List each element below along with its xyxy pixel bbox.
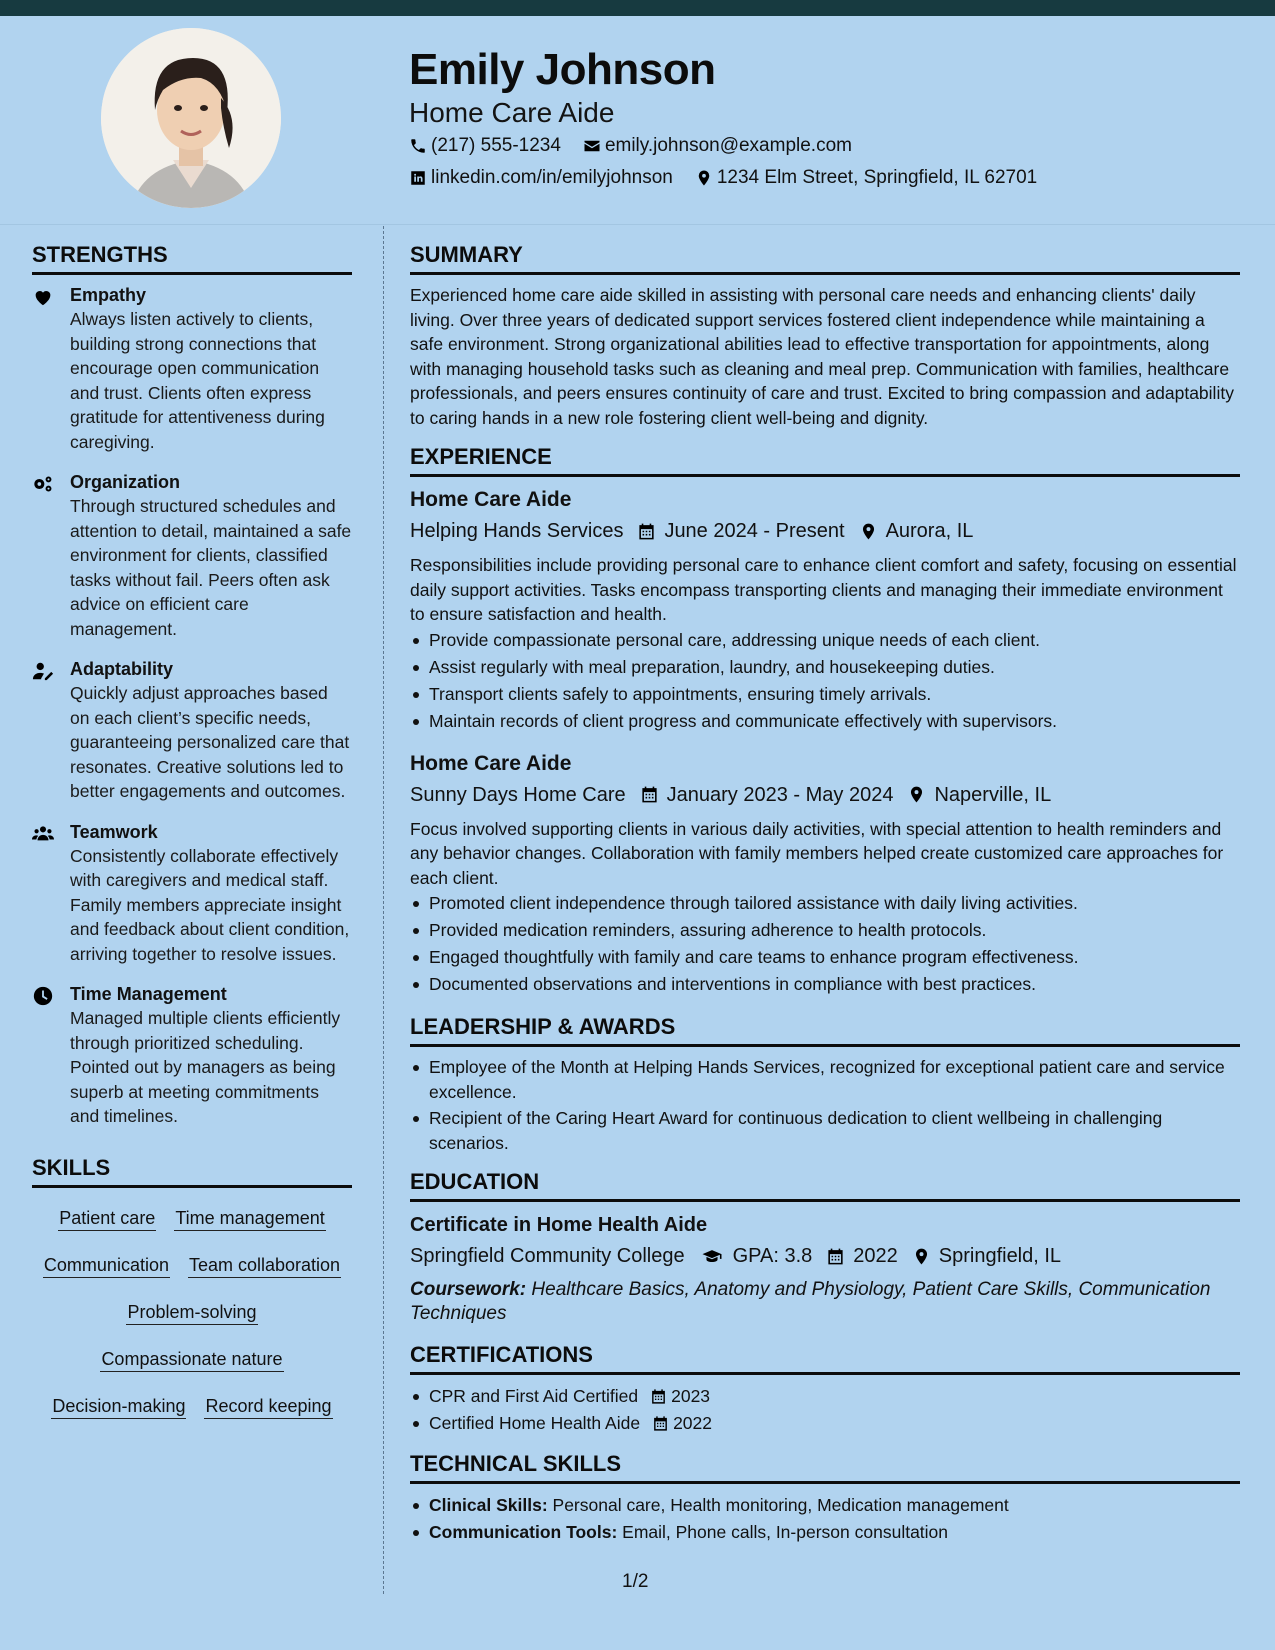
column-divider xyxy=(383,226,384,1594)
profile-photo xyxy=(101,28,281,208)
list-item: Provided medication reminders, assuring adherence to health protocols. xyxy=(410,917,1240,944)
awards-title: LEADERSHIP & AWARDS xyxy=(410,1012,1240,1047)
linkedin-icon xyxy=(409,169,427,187)
list-item: Engaged thoughtfully with family and care teams to enhance program effectiveness. xyxy=(410,944,1240,971)
skill-tag: Patient care xyxy=(58,1206,156,1231)
heart-icon xyxy=(32,286,54,308)
resume-header xyxy=(409,42,1249,194)
phone: (217) 555-1234 xyxy=(409,130,561,162)
job-entry xyxy=(410,485,1240,735)
strength-time-management: Time Management Managed multiple clients efficiently through prioritized scheduling. Pointed out by managers as being superb at meeting commitments and timelines. xyxy=(32,982,352,1129)
summary-title: SUMMARY xyxy=(410,240,1240,275)
calendar-icon xyxy=(652,1415,669,1432)
skill-tag: Time management xyxy=(174,1206,325,1231)
strengths-title: STRENGTHS xyxy=(32,240,352,275)
top-bar xyxy=(0,0,1275,16)
list-item: CPR and First Aid Certified 2023 xyxy=(410,1383,1240,1410)
candidate-role: Home Care Aide xyxy=(409,97,615,128)
location-pin-icon xyxy=(695,169,713,187)
job-description: Responsibilities include providing personal care to enhance client comfort and safety, focusing on essential daily support activities. Tasks encompass transporting clients and managing their immediate environment to ensure satisfaction and health. xyxy=(410,555,1237,624)
job-title: Home Care Aide xyxy=(410,751,572,775)
address: 1234 Elm Street, Springfield, IL 62701 xyxy=(695,162,1037,194)
job-title: Home Care Aide xyxy=(410,488,572,511)
education-section xyxy=(410,1167,1240,1326)
calendar-icon xyxy=(826,1247,845,1266)
skills-list xyxy=(32,1198,352,1433)
location-pin-icon xyxy=(859,522,878,541)
users-icon xyxy=(32,823,54,845)
strength-organization: Organization Through structured schedules and attention to detail, maintained a safe environment for clients, classified tasks without fail. Peers often ask advice on efficient care management. xyxy=(32,470,352,641)
location-pin-icon xyxy=(907,785,926,804)
technical-skills-section xyxy=(410,1449,1240,1546)
gears-icon xyxy=(32,473,54,495)
list-item: Transport clients safely to appointments, ensuring timely arrivals. xyxy=(410,681,1240,708)
technical-skills-list xyxy=(410,1492,1240,1546)
education-meta: Springfield Community College GPA: 3.8 2022 Springfield, IL xyxy=(410,1245,1062,1267)
skill-tag: Decision-making xyxy=(51,1394,186,1419)
envelope-icon xyxy=(583,137,601,155)
skill-tag: Compassionate nature xyxy=(100,1347,283,1372)
certifications-list xyxy=(410,1383,1240,1437)
candidate-name: Emily Johnson xyxy=(409,45,716,94)
education-title: EDUCATION xyxy=(410,1167,1240,1202)
awards-list xyxy=(410,1055,1240,1155)
job-entry xyxy=(410,749,1240,999)
technical-skills-title: TECHNICAL SKILLS xyxy=(410,1449,1240,1484)
phone-icon xyxy=(409,137,427,155)
calendar-icon xyxy=(640,785,659,804)
skills-title: SKILLS xyxy=(32,1153,352,1188)
skill-tag: Communication xyxy=(43,1253,170,1278)
list-item: Communication Tools: Email, Phone calls, In-person consultation xyxy=(410,1519,1240,1546)
skill-tag: Team collaboration xyxy=(188,1253,341,1278)
list-item: Clinical Skills: Personal care, Health monitoring, Medication management xyxy=(410,1492,1240,1519)
job-meta: Helping Hands Services June 2024 - Present Aurora, IL xyxy=(410,520,974,542)
skill-tag: Record keeping xyxy=(204,1394,332,1419)
contact-row-2 xyxy=(409,162,1249,194)
contact-row-1 xyxy=(409,130,1249,162)
strength-teamwork: Teamwork Consistently collaborate effectively with caregivers and medical staff. Family members appreciate insight and feedback about client condition, arriving together to resolve issues. xyxy=(32,820,352,967)
list-item: Recipient of the Caring Heart Award for continuous dedication to client wellbeing in challenging scenarios. xyxy=(410,1106,1240,1155)
clock-icon xyxy=(32,985,54,1007)
job-bullets xyxy=(410,627,1240,735)
job-description: Focus involved supporting clients in various daily activities, with special attention to health reminders and any behavior changes. Collaboration with family members helped create customized care approaches for each client. xyxy=(410,818,1224,888)
list-item: Provide compassionate personal care, addressing unique needs of each client. xyxy=(410,627,1240,654)
list-item: Maintain records of client progress and communicate effectively with supervisors. xyxy=(410,708,1240,735)
job-meta: Sunny Days Home Care January 2023 - May 2024 Naperville, IL xyxy=(410,783,1052,806)
coursework: Coursework: Healthcare Basics, Anatomy and Physiology, Patient Care Skills, Communication Techniques xyxy=(410,1279,1211,1324)
strength-adaptability: Adaptability Quickly adjust approaches based on each client’s specific needs, guaranteeing personalized care that resonates. Creative solutions led to better engagements and outcomes. xyxy=(32,657,352,804)
skill-tag: Problem-solving xyxy=(126,1300,257,1325)
calendar-icon xyxy=(637,522,656,541)
calendar-icon xyxy=(650,1388,667,1405)
summary-text: Experienced home care aide skilled in assisting with personal care needs and enhancing clients' daily living. Over three years of dedicated support services fostered client independence while maintaining a safe environment. Strong organizational abilities lead to effective transportation for appointments, along with managing household tasks such as cleaning and meal prep. Communication with families, healthcare professionals, and peers ensures continuity of care and trust. Excited to bring compassion and adaptability to caring hands in a new role fostering client well-being and dignity. xyxy=(410,285,1234,428)
left-column xyxy=(32,240,352,1433)
list-item: Certified Home Health Aide 2022 xyxy=(410,1410,1240,1437)
graduation-cap-icon xyxy=(699,1247,725,1266)
certifications-title: CERTIFICATIONS xyxy=(410,1340,1240,1375)
page-number: 1/2 xyxy=(622,1571,649,1592)
linkedin[interactable]: linkedin.com/in/emilyjohnson xyxy=(409,162,673,194)
strength-empathy: Empathy Always listen actively to clients, building strong connections that encourage open communication and trust. Clients often express gratitude for attentiveness during caregiving. xyxy=(32,283,352,454)
certifications-section xyxy=(410,1340,1240,1437)
right-column xyxy=(410,240,1240,1558)
header-divider xyxy=(0,224,1275,225)
job-bullets xyxy=(410,890,1240,998)
list-item: Promoted client independence through tailored assistance with daily living activities. xyxy=(410,890,1240,917)
list-item: Documented observations and interventions in compliance with best practices. xyxy=(410,971,1240,998)
experience-section xyxy=(410,442,1240,998)
location-pin-icon xyxy=(912,1247,931,1266)
experience-title: EXPERIENCE xyxy=(410,442,1240,477)
summary-section xyxy=(410,240,1240,430)
awards-section xyxy=(410,1012,1240,1155)
list-item: Assist regularly with meal preparation, laundry, and housekeeping duties. xyxy=(410,654,1240,681)
degree-title: Certificate in Home Health Aide xyxy=(410,1214,708,1236)
list-item: Employee of the Month at Helping Hands Services, recognized for exceptional patient care and service excellence. xyxy=(410,1055,1240,1104)
email[interactable]: emily.johnson@example.com xyxy=(583,130,852,162)
user-edit-icon xyxy=(32,660,54,682)
